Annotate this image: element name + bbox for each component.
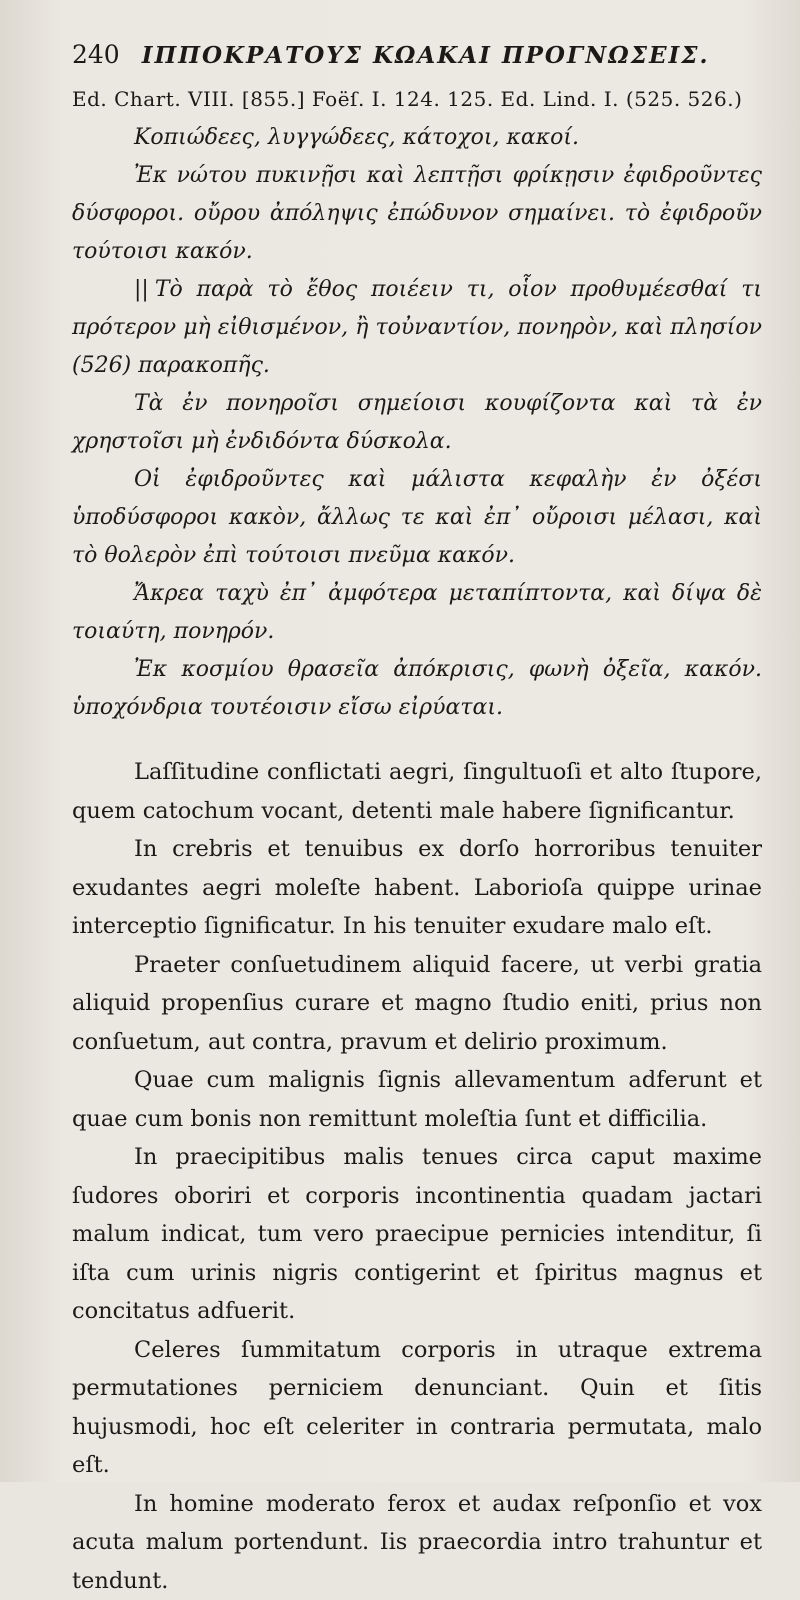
latin-paragraph: Praeter conſuetudinem aliquid facere, ut verbi gratia aliquid propenſius curare et magno ſtudio eniti, prius non conſuetum, aut contra, pravum et delirio proximum. bbox=[72, 946, 762, 1062]
greek-paragraph: Τὰ ἐν πονηροῖσι σημείοισι κουφίζοντα καὶ τὰ ἐν χρηστοῖσι μὴ ἐνδιδόντα δύσκολα. bbox=[72, 385, 762, 461]
greek-paragraph: Ἄκρεα ταχὺ ἐπ᾽ ἀμφότερα μεταπίπτοντα, καὶ δίψα δὲ τοιαύτη, πονηρόν. bbox=[72, 575, 762, 651]
greek-paragraph: Κοπιώδεες, λυγγώδεες, κάτοχοι, κακοί. bbox=[72, 119, 762, 157]
latin-paragraph: Laſſitudine conflictati aegri, ſingultuoſi et alto ſtupore, quem catochum vocant, detenti male habere ſignificantur. bbox=[72, 753, 762, 830]
greek-paragraph-text: Τὸ παρὰ τὸ ἔθος ποιέειν τι, οἷον προθυμέεσθαί τι πρότερον μὴ εἰθισμένον, ἢ τοὐναντίον, πονηρὸν, καὶ πλησίον (526) παρακοπῆς. bbox=[72, 277, 762, 378]
latin-paragraph: In crebris et tenuibus ex dorſo horroribus tenuiter exudantes aegri moleſte habent. Laborioſa quippe urinae interceptio ſignificatur. In his tenuiter exudare malo eſt. bbox=[72, 830, 762, 946]
greek-paragraph: Ἐκ νώτου πυκινῇσι καὶ λεπτῇσι φρίκῃσιν ἐφιδροῦντες δύσφοροι. οὔρου ἀπόληψις ἐπώδυνον σημαίνει. τὸ ἐφιδροῦν τούτοισι κακόν. bbox=[72, 157, 762, 271]
latin-paragraph: In homine moderato ferox et audax reſponſio et vox acuta malum portendunt. Iis praecordia intro trahuntur et tendunt. bbox=[72, 1485, 762, 1600]
greek-text-block bbox=[72, 119, 762, 727]
latin-paragraph: Quae cum malignis ſignis allevamentum adferunt et quae cum bonis non remittunt moleſtia ſunt et difficilia. bbox=[72, 1061, 762, 1138]
latin-translation-block bbox=[72, 753, 762, 1600]
latin-paragraph: In praecipitibus malis tenues circa caput maxime ſudores oboriri et corporis incontinentia quadam jactari malum indicat, tum vero praecipue pernicies intenditur, ſi iſta cum urinis nigris contigerint et ſpiritus magnus et concitatus adfuerit. bbox=[72, 1138, 762, 1331]
latin-paragraph: Celeres ſummitatum corporis in utraque extrema permutationes perniciem denunciant. Quin et ſitis hujusmodi, hoc eſt celeriter in contraria permutata, malo eſt. bbox=[72, 1331, 762, 1485]
edition-reference-line: Ed. Chart. VIII. [855.] Foëſ. I. 124. 125. Ed. Lind. I. (525. 526.) bbox=[72, 87, 762, 111]
page-number: 240 bbox=[72, 40, 120, 69]
page-header bbox=[72, 40, 762, 69]
section-marker: || bbox=[134, 277, 149, 302]
running-title: ΙΠΠΟΚΡΑΤΟΥΣ ΚΩΑΚΑΙ ΠΡΟΓΝΩΣΕΙΣ. bbox=[142, 42, 710, 69]
greek-paragraph: Οἱ ἐφιδροῦντες καὶ μάλιστα κεφαλὴν ἐν ὀξέσι ὑποδύσφοροι κακὸν, ἄλλως τε καὶ ἐπ᾽ οὔροισι μέλασι, καὶ τὸ θολερὸν ἐπὶ τούτοισι πνεῦμα κακόν. bbox=[72, 461, 762, 575]
greek-paragraph bbox=[72, 271, 762, 385]
greek-paragraph: Ἐκ κοσμίου θρασεῖα ἀπόκρισις, φωνὴ ὀξεῖα, κακόν. ὑποχόνδρια τουτέοισιν εἴσω εἰρύαται. bbox=[72, 651, 762, 727]
